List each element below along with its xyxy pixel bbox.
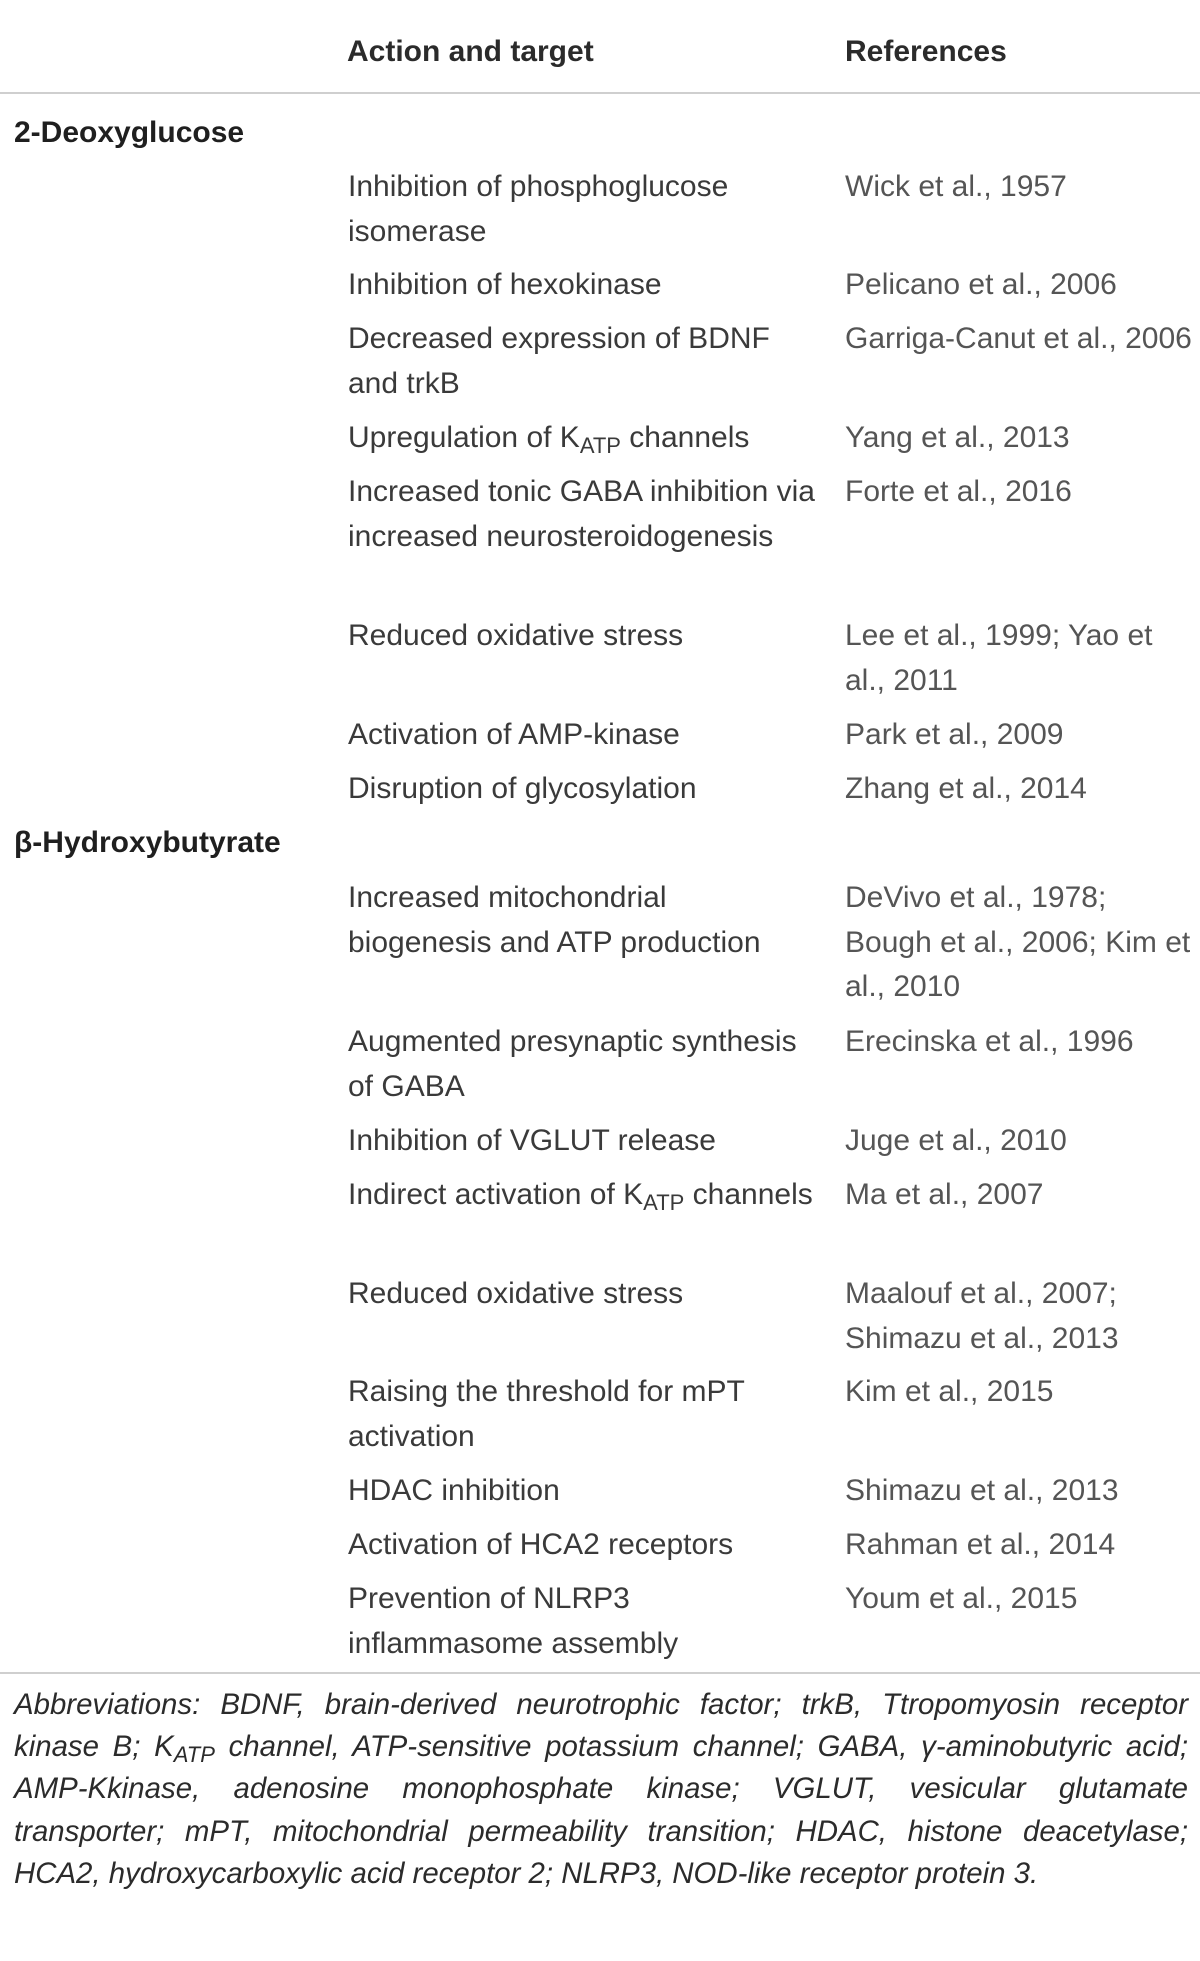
action-cell: Reduced oxidative stress [348,1277,684,1310]
reference-cell: Park et al., 2009 [845,718,1064,751]
reference-cell: Wick et al., 1957 [845,170,1067,203]
subscript-atp: ATP [173,1742,215,1768]
subscript-atp: ATP [643,1190,685,1215]
action-cell: Inhibition of phosphoglucose isomerase [348,170,729,248]
action-text: Indirect activation of K [348,1178,644,1211]
reference-cell: Juge et al., 2010 [845,1124,1067,1157]
reference-cell: Forte et al., 2016 [845,475,1072,508]
table-footnote [0,1672,1200,1895]
footnote-part: Abbreviations: BDNF, brain-derived neurotrophic factor; trkB, Ttropomyosin receptor kinase B; K [14,1688,1188,1764]
action-text: channels [684,1178,813,1211]
reference-cell: Rahman et al., 2014 [845,1528,1116,1561]
action-cell: Reduced oxidative stress [348,619,684,652]
action-cell: Disruption of glycosylation [348,772,697,805]
reference-cell: Garriga-Canut et al., 2006 [845,322,1192,355]
reference-cell: Lee et al., 1999; Yao et al., 2011 [845,619,1153,697]
action-column-header: Action and target [347,35,594,68]
reference-cell: Zhang et al., 2014 [845,772,1087,805]
reference-cell: Youm et al., 2015 [845,1582,1078,1615]
action-text: Upregulation of K [348,421,580,454]
reference-cell: DeVivo et al., 1978; Bough et al., 2006; Kim et al., 2010 [845,881,1191,1003]
action-cell: HDAC inhibition [348,1474,560,1507]
abbreviations-text [0,1684,1200,1895]
action-cell: Increased mitochondrial biogenesis and ATP production [348,881,761,959]
action-cell: Decreased expression of BDNF and trkB [348,322,770,400]
action-cell: Raising the threshold for mPT activation [348,1375,745,1453]
reference-cell: Kim et al., 2015 [845,1375,1054,1408]
action-cell: Augmented presynaptic synthesis of GABA [348,1025,797,1103]
table-header [0,0,1200,94]
reference-cell: Ma et al., 2007 [845,1178,1044,1211]
reference-cell: Shimazu et al., 2013 [845,1474,1119,1507]
compound-hydroxybutyrate: β-Hydroxybutyrate [14,826,281,859]
action-cell: Activation of AMP-kinase [348,718,680,751]
reference-cell: Maalouf et al., 2007; Shimazu et al., 2013 [845,1277,1119,1355]
subscript-atp: ATP [579,433,621,458]
footnote-part: channel, ATP-sensitive potassium channel; GABA, γ-aminobutyric acid; AMP-Kkinase, adenosine monophosphate kinase; VGLUT, vesicular glutamate transporter; mPT, mitochondrial permeability transition; HDAC, histone deacetylase; HCA2, hydroxycarboxylic acid receptor 2; NLRP3, NOD-like receptor protein 3. [14,1730,1188,1890]
action-cell: Inhibition of VGLUT release [348,1124,716,1157]
compound-deoxyglucose: 2-Deoxyglucose [14,116,245,149]
action-cell: Increased tonic GABA inhibition via increased neurosteroidogenesis [348,475,815,553]
action-cell: Inhibition of hexokinase [348,268,662,301]
reference-cell: Erecinska et al., 1996 [845,1025,1134,1058]
reference-cell: Yang et al., 2013 [845,421,1070,454]
action-cell: Activation of HCA2 receptors [348,1528,734,1561]
action-cell: Prevention of NLRP3 inflammasome assembly [348,1582,679,1660]
action-cell [348,416,818,461]
action-cell [348,1173,818,1218]
reference-cell: Pelicano et al., 2006 [845,268,1117,301]
action-text: channels [620,421,750,454]
references-column-header: References [845,35,1007,68]
